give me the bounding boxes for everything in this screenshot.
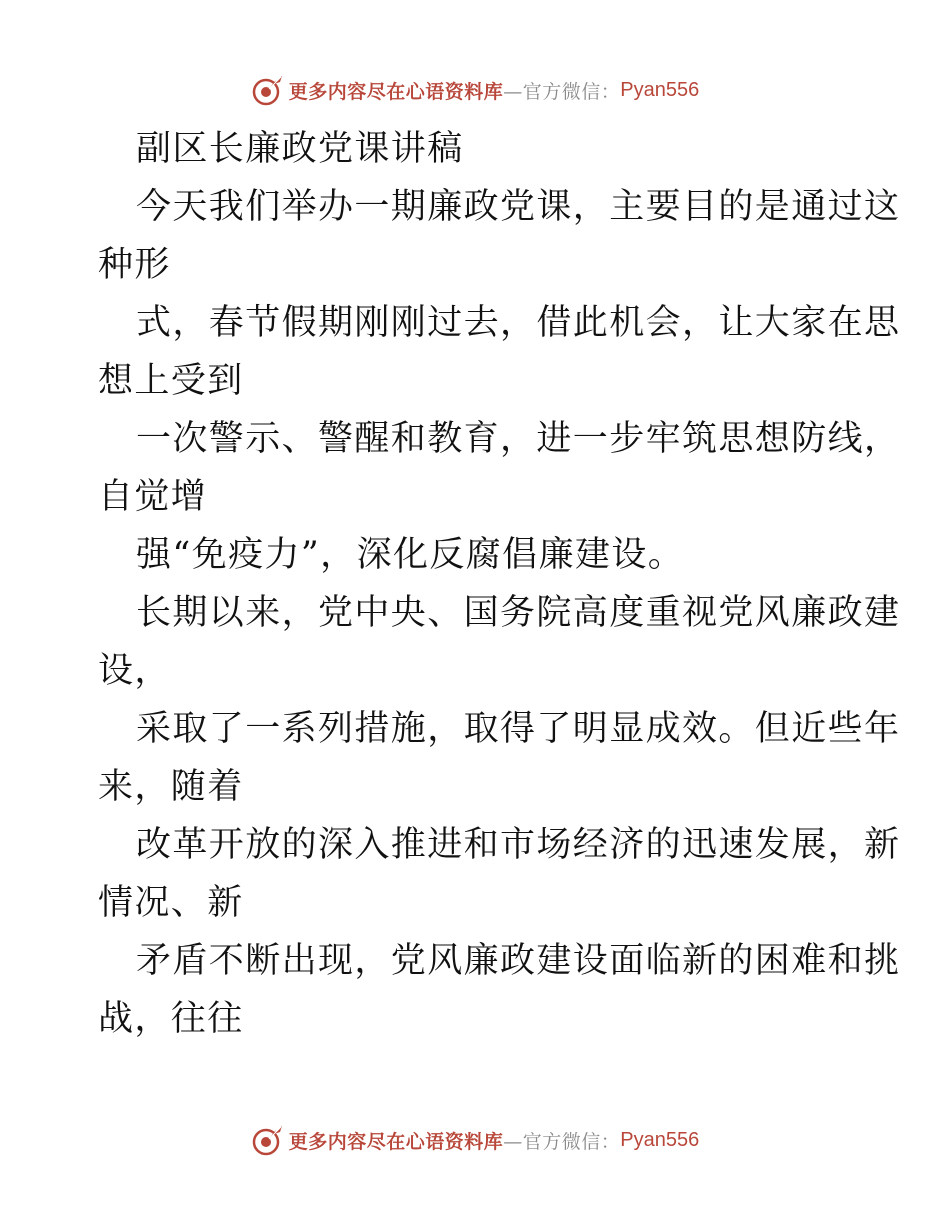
- header-banner: [0, 70, 950, 110]
- quill-logo-icon: [251, 73, 285, 107]
- paragraph-line: 一次警示、警醒和教育，进一步牢筑思想防线，: [136, 419, 901, 459]
- paragraph-line: 战，往往: [98, 999, 244, 1039]
- paragraph-line: 种形: [98, 245, 171, 285]
- document-body: [98, 120, 901, 1048]
- paragraph-line: 式，春节假期刚刚过去，借此机会，让大家在思: [136, 303, 901, 343]
- header-site-name: 更多内容尽在心语资料库: [288, 80, 504, 103]
- footer-site-name: 更多内容尽在心语资料库: [288, 1130, 504, 1153]
- paragraph-line: 今天我们举办一期廉政党课，主要目的是通过这: [136, 187, 901, 227]
- quill-logo-icon: [251, 1123, 285, 1157]
- header-wechat-id: Pyan556: [620, 78, 700, 101]
- paragraph-line: 强“免疫力”，深化反腐倡廉建设。: [136, 535, 685, 575]
- footer-wechat-label: —官方微信：: [503, 1130, 621, 1153]
- paragraph-line: 情况、新: [98, 883, 244, 923]
- paragraph-line: 矛盾不断出现，党风廉政建设面临新的困难和挑: [136, 941, 901, 981]
- footer-wechat-id: Pyan556: [620, 1128, 700, 1151]
- document-title: 副区长廉政党课讲稿: [136, 129, 464, 169]
- footer-banner: [0, 1120, 950, 1160]
- paragraph-line: 采取了一系列措施，取得了明显成效。但近些年: [136, 709, 901, 749]
- paragraph-line: 设，: [98, 651, 171, 691]
- paragraph-line: 想上受到: [98, 361, 244, 401]
- paragraph-line: 改革开放的深入推进和市场经济的迅速发展，新: [136, 825, 901, 865]
- paragraph-line: 来，随着: [98, 767, 244, 807]
- header-wechat-label: —官方微信：: [503, 80, 621, 103]
- paragraph-line: 长期以来，党中央、国务院高度重视党风廉政建: [136, 593, 901, 633]
- paragraph-line: 自觉增: [98, 477, 208, 517]
